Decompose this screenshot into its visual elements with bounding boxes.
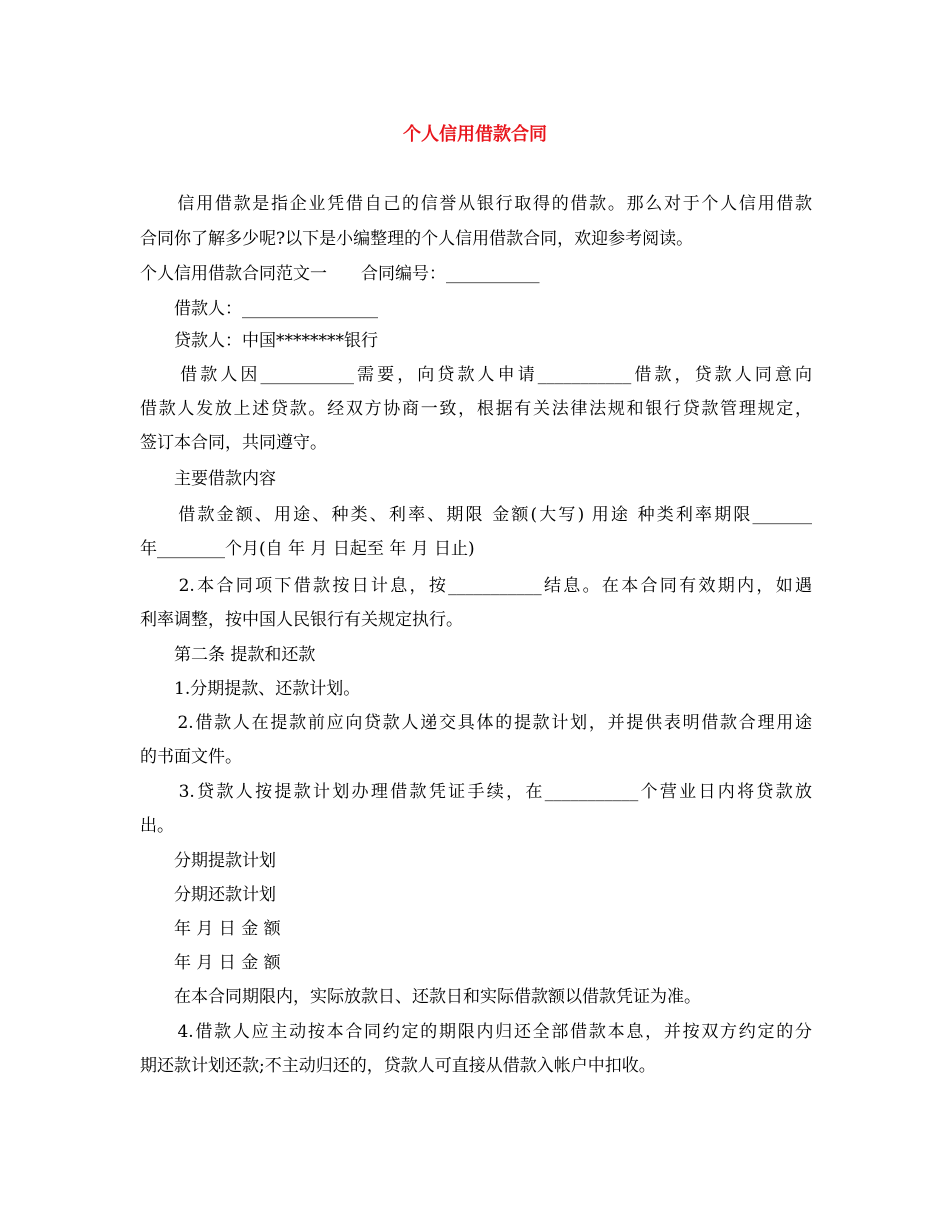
- text-line: 信用借款是指企业凭借自己的信誉从银行取得的借款。那么对于个人信用借款: [140, 194, 812, 214]
- text-line: 第二条 提款和还款: [140, 645, 316, 665]
- text-line: 2.本合同项下借款按日计息，按___________结息。在本合同有效期内，如遇: [140, 576, 812, 596]
- text-line: 分期提款计划: [140, 851, 276, 871]
- text-line: 在本合同期限内，实际放款日、还款日和实际借款额以借款凭证为准。: [140, 987, 701, 1007]
- text-line: 年 月 日 金 额: [140, 953, 281, 973]
- text-line: 的书面文件。: [140, 747, 242, 767]
- text-line: 签订本合同，共同遵守。: [140, 433, 327, 453]
- text-line: 4.借款人应主动按本合同约定的期限内归还全部借款本息，并按双方约定的分: [140, 1022, 812, 1042]
- text-line: 合同你了解多少呢?以下是小编整理的个人信用借款合同，欢迎参考阅读。: [140, 229, 694, 249]
- text-line: 借款金额、用途、种类、利率、期限 金额(大写) 用途 种类利率期限_______: [140, 505, 812, 525]
- text-line: 年 月 日 金 额: [140, 919, 281, 939]
- text-line: 期还款计划还款;不主动归还的，贷款人可直接从借款入帐户中扣收。: [140, 1056, 656, 1076]
- text-line: 借款人发放上述贷款。经双方协商一致，根据有关法律法规和银行贷款管理规定，: [140, 399, 812, 419]
- text-line: 贷款人：中国********银行: [140, 331, 378, 351]
- text-line: 利率调整，按中国人民银行有关规定执行。: [140, 610, 463, 630]
- text-line: 出。: [140, 816, 174, 836]
- text-line: 借款人：________________: [140, 299, 378, 319]
- text-line: 年________个月(自 年 月 日起至 年 月 日止): [140, 539, 475, 559]
- text-line: 主要借款内容: [140, 469, 276, 489]
- text-line: 3.贷款人按提款计划办理借款凭证手续，在___________个营业日内将贷款放: [140, 782, 812, 802]
- text-line: 借款人因___________需要，向贷款人申请___________借款，贷款人同意向: [140, 365, 812, 385]
- text-line: 个人信用借款合同范文一 合同编号：___________: [140, 264, 540, 284]
- text-line: 1.分期提款、还款计划。: [140, 679, 361, 699]
- text-line: 分期还款计划: [140, 885, 276, 905]
- text-line: 2.借款人在提款前应向贷款人递交具体的提款计划，并提供表明借款合理用途: [140, 713, 812, 733]
- document-title: 个人信用借款合同: [403, 124, 547, 145]
